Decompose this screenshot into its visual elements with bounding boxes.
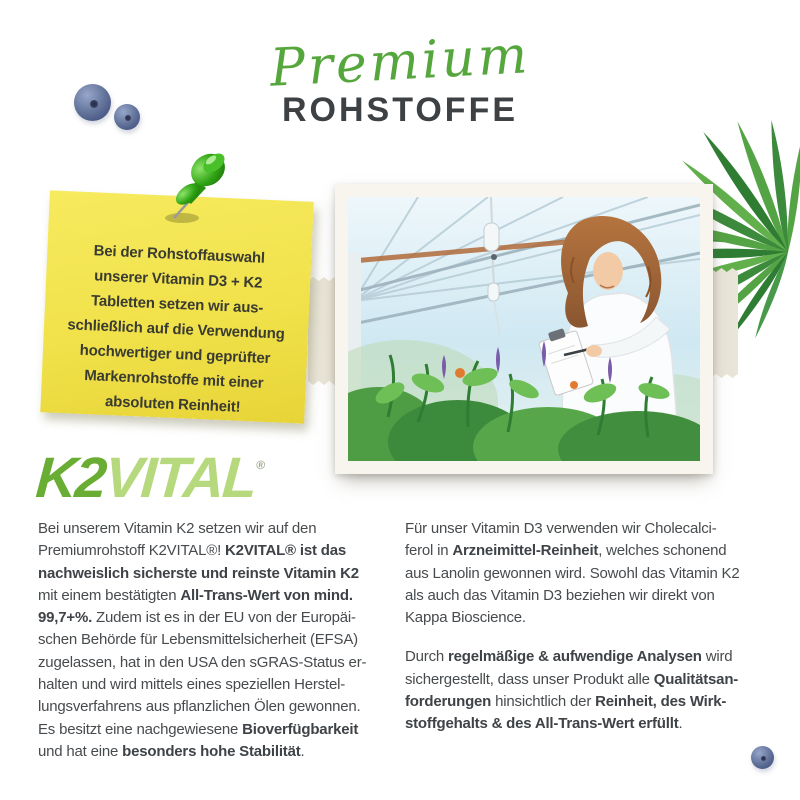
text-line: Markenrohstoffe mit einer [83, 367, 264, 392]
body-text-right-column [405, 518, 785, 736]
greenhouse-photo [348, 197, 700, 461]
text-line: und hat eine besonders hohe Stabilität. [38, 742, 305, 760]
text-line: ferol in Arzneimittel-Reinheit, welches schonend [405, 542, 727, 560]
push-pin-icon [150, 144, 236, 232]
page-header [200, 25, 600, 130]
k2vital-logo-text [33, 446, 264, 510]
text-line: Kappa Bioscience. [405, 609, 526, 627]
k2vital-logo [33, 446, 264, 510]
text-line: stoffgehalts & des All-Trans-Wert erfüllt. [405, 715, 683, 733]
blueberry-decoration-bottom [751, 746, 774, 769]
text-line: hochwertiger und geprüfter [79, 341, 271, 368]
registered-trademark-icon: ® [255, 458, 264, 472]
text-line: Bei unserem Vitamin K2 setzen wir auf den [38, 520, 317, 537]
text-line: Tabletten setzen wir aus- [90, 292, 264, 317]
greenhouse-photo-illustration [348, 197, 700, 461]
blueberry-decoration-small [114, 104, 140, 130]
premium-script-title: Premium [268, 25, 532, 99]
logo-vital-part: VITAL [102, 446, 258, 510]
text-line: sichergestellt, dass unser Produkt alle Qualitätsan- [405, 670, 739, 688]
right-paragraph-2 [405, 646, 785, 735]
blueberry-decoration-large [74, 84, 111, 121]
text-line: absoluten Reinheit! [104, 392, 241, 416]
body-text-left-column [38, 518, 388, 763]
text-line: unserer Vitamin D3 + K2 [93, 267, 263, 292]
text-line: zugelassen, hat in den USA den sGRAS-Status er- [38, 653, 367, 671]
text-line: Premiumrohstoff K2VITAL®! K2VITAL® ist das [38, 542, 346, 560]
text-line: als auch das Vitamin D3 beziehen wir direkt von [405, 586, 715, 604]
text-line: halten und wird mittels eines speziellen Herstel- [38, 676, 346, 694]
text-line: Für unser Vitamin D3 verwenden wir Cholecalci- [405, 520, 717, 537]
text-line: schließlich auf die Verwendung [67, 316, 285, 343]
left-paragraph [38, 518, 388, 763]
logo-k2-part: K2 [33, 446, 108, 510]
text-line: mit einem bestätigten All-Trans-Wert von mind. [38, 586, 353, 604]
text-line: forderungen hinsichtlich der Reinheit, des Wirk- [405, 693, 727, 711]
text-line: schen Behörde für Lebensmittelsicherheit (EFSA) [38, 631, 358, 649]
page-title: ROHSTOFFE [281, 91, 519, 130]
greenhouse-photo-frame [335, 184, 713, 474]
text-line: lungsverfahrens aus pflanzlichen Ölen gewonnen. [38, 698, 361, 716]
text-line: Bei der Rohstoffauswahl [93, 242, 266, 267]
text-line: 99,7+%. Zudem ist es in der EU von der Europäi- [38, 609, 356, 627]
text-line: Durch regelmäßige & aufwendige Analysen wird [405, 648, 733, 666]
text-line: nachweislich sicherste und reinste Vitamin K2 [38, 564, 359, 582]
text-line: Es besitzt eine nachgewiesene Bioverfügbarkeit [38, 720, 359, 738]
text-line: aus Lanolin gewonnen wird. Sowohl das Vitamin K2 [405, 564, 740, 582]
right-paragraph-1 [405, 518, 785, 629]
